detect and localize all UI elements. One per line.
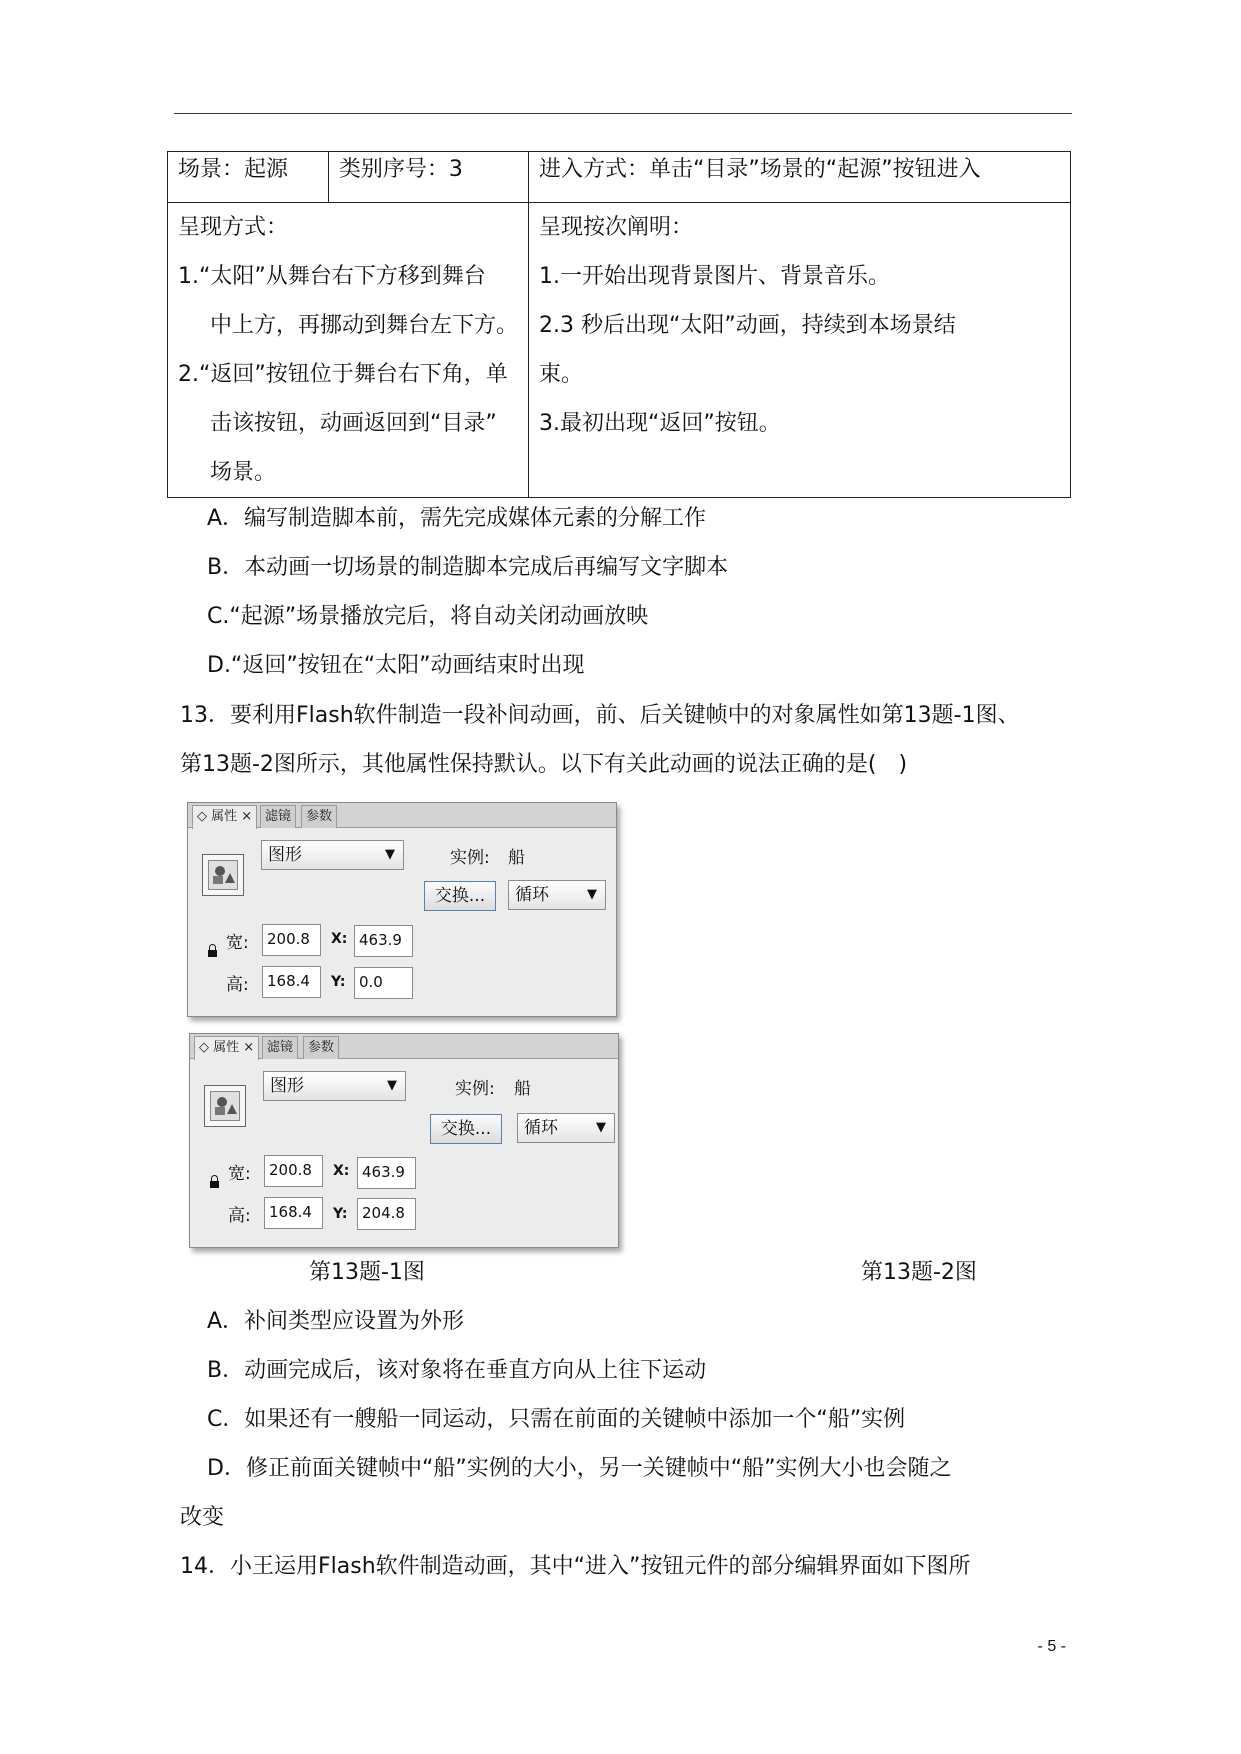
lock-icon[interactable] (210, 1181, 219, 1188)
scene-table (167, 151, 1071, 498)
tab-parameters[interactable]: 参数 (301, 805, 337, 828)
q13-option-a: A．补间类型应设置为外形 (207, 1309, 465, 1334)
loop-value: 循环 (524, 1118, 558, 1138)
q13-option-d: D．修正前面关键帧中“船”实例的大小，另一关键帧中“船”实例大小也会随之 (207, 1456, 952, 1481)
y-field[interactable]: 204.8 (357, 1198, 416, 1230)
present-cell (168, 203, 529, 498)
order-line: 2.3 秒后出现“太阳”动画，持续到本场景结 (539, 313, 956, 338)
present-line: 2.“返回”按钮位于舞台右下角，单 (178, 362, 508, 387)
category-cell: 类别序号：3 (328, 152, 528, 203)
q13-stem-line1: 13．要利用Flash软件制造一段补间动画，前、后关键帧中的对象属性如第13题-1图、 (180, 703, 1020, 728)
width-field[interactable]: 200.8 (264, 1155, 323, 1187)
q12-option-d: D.“返回”按钮在“太阳”动画结束时出现 (207, 653, 585, 678)
order-cell (529, 203, 1071, 498)
instance-label: 实例: (455, 1079, 495, 1099)
loop-value: 循环 (515, 885, 549, 905)
instance-value: 船 (514, 1079, 531, 1099)
symbol-type-value: 图形 (268, 845, 302, 865)
y-field[interactable]: 0.0 (354, 967, 413, 999)
panel-tabbar (188, 803, 616, 828)
present-header: 呈现方式： (178, 215, 289, 240)
page-number: - 5 - (1037, 1638, 1066, 1655)
x-field[interactable]: 463.9 (357, 1157, 416, 1189)
lock-icon[interactable] (208, 950, 217, 957)
height-label: 高: (226, 975, 249, 995)
scene-cell: 场景：起源 (168, 152, 329, 203)
symbol-type-value: 图形 (270, 1076, 304, 1096)
instance-label: 实例: (450, 848, 490, 868)
present-line: 中上方，再挪动到舞台左下方。 (210, 313, 519, 338)
chevron-down-icon: ▼ (387, 1078, 397, 1093)
q14-stem: 14．小王运用Flash软件制造动画，其中“进入”按钮元件的部分编辑界面如下图所 (180, 1554, 971, 1579)
tab-properties[interactable]: ◇ 属性 × (194, 1036, 259, 1060)
loop-select[interactable] (517, 1113, 615, 1143)
entry-cell: 进入方式：单击“目录”场景的“起源”按钮进入 (529, 152, 1071, 203)
x-field[interactable]: 463.9 (354, 925, 413, 957)
chevron-down-icon: ▼ (385, 847, 395, 862)
q13-option-b: B．动画完成后，该对象将在垂直方向从上往下运动 (207, 1358, 707, 1383)
present-line: 击该按钮，动画返回到“目录” (210, 411, 497, 436)
tab-filters[interactable]: 滤镜 (260, 805, 296, 828)
panel-tabbar (190, 1034, 618, 1059)
order-header: 呈现按次阐明： (539, 215, 694, 240)
instance-value: 船 (508, 848, 525, 868)
height-field[interactable]: 168.4 (262, 966, 321, 998)
properties-panel-2 (189, 1033, 619, 1248)
y-label: Y: (333, 1206, 348, 1222)
width-label: 宽: (228, 1164, 251, 1184)
width-label: 宽: (226, 933, 249, 953)
order-line: 1.一开始出现背景图片、背景音乐。 (539, 264, 891, 289)
swap-button[interactable]: 交换... (424, 881, 496, 911)
loop-select[interactable] (508, 880, 606, 910)
q12-option-b: B．本动画一切场景的制造脚本完成后再编写文字脚本 (207, 555, 729, 580)
header-rule (174, 113, 1072, 114)
properties-panel-1 (187, 802, 617, 1017)
figure-caption-1: 第13题-1图 (309, 1260, 425, 1285)
height-field[interactable]: 168.4 (264, 1197, 323, 1229)
order-line: 3.最初出现“返回”按钮。 (539, 411, 781, 436)
present-line: 场景。 (210, 460, 277, 485)
x-label: X: (333, 1163, 350, 1179)
q13-stem-line2: 第13题-2图所示，其他属性保持默认。以下有关此动画的说法正确的是( ) (180, 752, 908, 777)
height-label: 高: (228, 1206, 251, 1226)
q12-option-a: A．编写制造脚本前，需先完成媒体元素的分解工作 (207, 506, 707, 531)
x-label: X: (331, 931, 348, 947)
q13-option-c: C．如果还有一艘船一同运动，只需在前面的关键帧中添加一个“船”实例 (207, 1407, 906, 1432)
symbol-type-select[interactable] (261, 840, 404, 870)
q13-option-d-cont: 改变 (180, 1505, 225, 1530)
symbol-icon (202, 854, 244, 896)
present-line: 1.“太阳”从舞台右下方移到舞台 (178, 264, 486, 289)
y-label: Y: (331, 974, 346, 990)
width-field[interactable]: 200.8 (262, 924, 321, 956)
tab-properties[interactable]: ◇ 属性 × (192, 805, 257, 829)
symbol-icon (204, 1085, 246, 1127)
chevron-down-icon: ▼ (587, 887, 597, 902)
q12-option-c: C.“起源”场景播放完后，将自动关闭动画放映 (207, 604, 649, 629)
tab-parameters[interactable]: 参数 (303, 1036, 339, 1059)
figure-caption-2: 第13题-2图 (861, 1260, 977, 1285)
symbol-type-select[interactable] (263, 1071, 406, 1101)
order-line: 束。 (539, 362, 584, 387)
swap-button[interactable]: 交换... (430, 1114, 502, 1144)
tab-filters[interactable]: 滤镜 (262, 1036, 298, 1059)
chevron-down-icon: ▼ (596, 1120, 606, 1135)
